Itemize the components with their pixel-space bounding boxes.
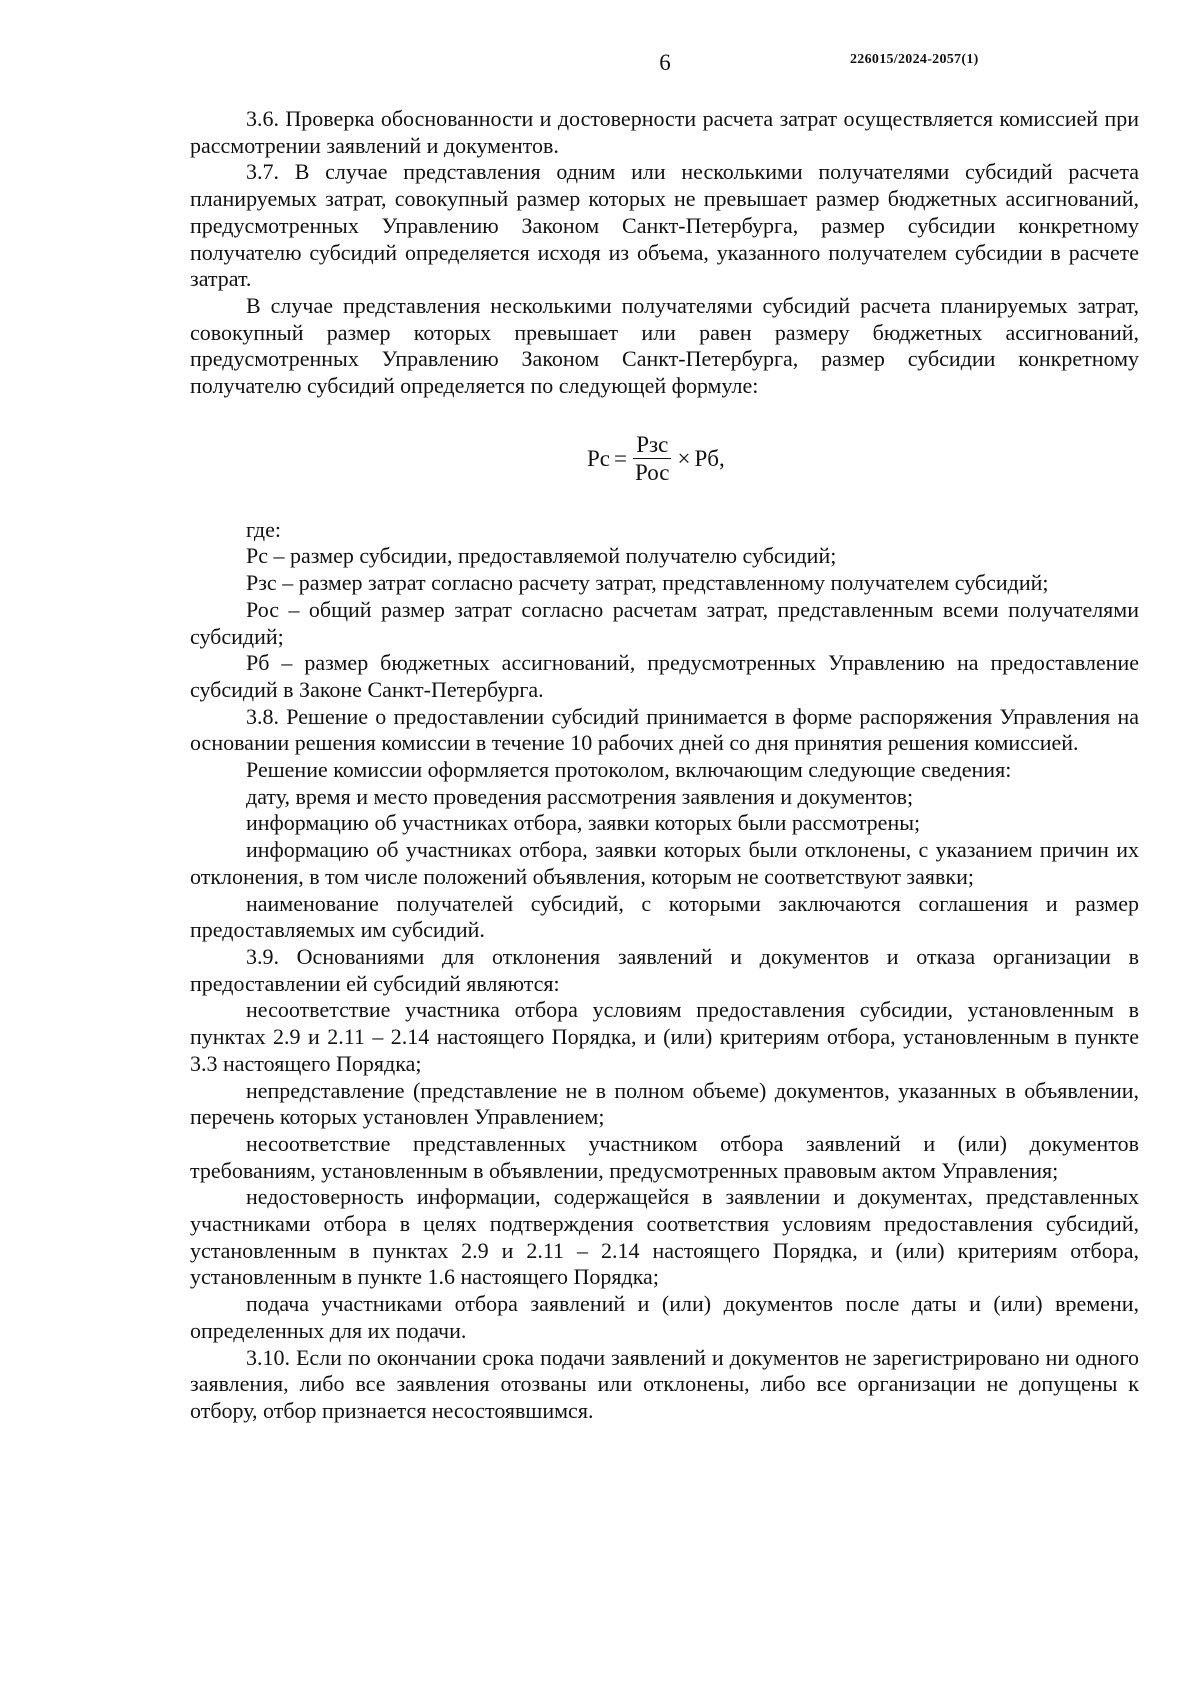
document-id: 226015/2024-2057(1) [850, 52, 979, 67]
formula-denominator: Рос [634, 460, 670, 486]
paragraph-3-9-item-c: несоответствие представленных участником отбора заявлений и (или) документов требованиям, установленным в объявлении, предусмотренных правовым актом Управления; [190, 1130, 1139, 1183]
paragraph-3-9-item-e: подача участниками отбора заявлений и (или) документов после даты и (или) времени, определенных для их подачи. [190, 1291, 1139, 1343]
paragraph-3-8-item-rejected: информацию об участниках отбора, заявки которых были отклонены, с указанием причин их отклонения, в том числе положений объявления, которым не соответствуют заявки; [190, 837, 1139, 889]
paragraph-3-9-item-d: недостоверность информации, содержащейся в заявлении и документах, представленных участниками отбора в целях подтверждения соответствия условиям предоставления субсидий, установленным в пунктах 2.9 и 2.11 – 2.14 настоящего Порядка, и (или) критериям отбора, установленным в пункте 1.6 настоящего Порядка; [190, 1184, 1139, 1290]
paragraph-3-8-item-recipients: наименование получателей субсидий, с которыми заключаются соглашения и размер предоставляемых им субсидий. [190, 890, 1139, 943]
where-label: где: [246, 516, 281, 542]
definition-ros: Рос – общий размер затрат согласно расчетам затрат, представленным всеми получателями субсидий; [190, 596, 1139, 649]
paragraph-3-8: 3.8. Решение о предоставлении субсидий принимается в форме распоряжения Управления на основании решения комиссии в течение 10 рабочих дней со дня принятия решения комиссией. [190, 703, 1139, 756]
formula-rhs: Рб, [694, 446, 725, 472]
subsidy-formula [587, 425, 725, 495]
formula-equals: = [614, 446, 627, 472]
paragraph-3-9-item-a: несоответствие участника отбора условиям предоставления субсидии, установленным в пунктах 2.9 и 2.11 – 2.14 настоящего Порядка, и (или) критериям отбора, установленным в пункте 3.3 настоящего Порядка; [190, 997, 1139, 1076]
paragraph-3-7: 3.7. В случае представления одним или несколькими получателями субсидий расчета планируемых затрат, совокупный размер которых не превышает размер бюджетных ассигнований, предусмотренных Управлению Законом Санкт-Петербурга, размер субсидии конкретному получателю субсидий определяется исходя из объема, указанного получателем субсидии в расчете затрат. [190, 159, 1139, 292]
paragraph-3-8-item-date: дату, время и место проведения рассмотрения заявления и документов; [246, 783, 914, 809]
formula-block [190, 400, 1139, 517]
paragraph-3-8-protocol: Решение комиссии оформляется протоколом, включающим следующие сведения: [246, 757, 1012, 783]
paragraph-3-9: 3.9. Основаниями для отклонения заявлений и документов и отказа организации в предоставлении ей субсидий являются: [190, 943, 1139, 996]
paragraph-3-8-item-reviewed: информацию об участниках отбора, заявки которых были рассмотрены; [246, 810, 921, 836]
paragraph-3-10: 3.10. Если по окончании срока подачи заявлений и документов не зарегистрировано ни одного заявления, либо все заявления отозваны или отклонены, либо все организации не допущены к отбору, отбор признается несостоявшимся. [190, 1344, 1139, 1423]
paragraph-3-9-item-b: непредставление (представление не в полном объеме) документов, указанных в объявлении, перечень которых установлен Управлением; [190, 1077, 1139, 1130]
paragraph-3-6: 3.6. Проверка обоснованности и достоверности расчета затрат осуществляется комиссией при рассмотрении заявлений и документов. [190, 106, 1139, 158]
formula-lhs: Рс [587, 446, 610, 472]
paragraph-3-7-formula-intro: В случае представления несколькими получателями субсидий расчета планируемых затрат, совокупный размер которых превышает или равен размеру бюджетных ассигнований, предусмотренных Управлению Законом Санкт-Петербурга, размер субсидии конкретному получателю субсидий определяется по следующей формуле: [190, 292, 1139, 399]
page-number: 6 [659, 50, 671, 75]
formula-numerator: Рзс [636, 431, 669, 457]
document-body [190, 106, 1139, 1425]
definition-rzs: Рзс – размер затрат согласно расчету затрат, представленному получателем субсидий; [246, 570, 1049, 596]
formula-times: × [677, 446, 691, 472]
definition-rb: Рб – размер бюджетных ассигнований, предусмотренных Управлению на предоставление субсидий в Законе Санкт-Петербурга. [190, 650, 1139, 702]
formula-fraction [633, 432, 672, 488]
definition-rs: Рс – размер субсидии, предоставляемой получателю субсидий; [246, 543, 837, 569]
